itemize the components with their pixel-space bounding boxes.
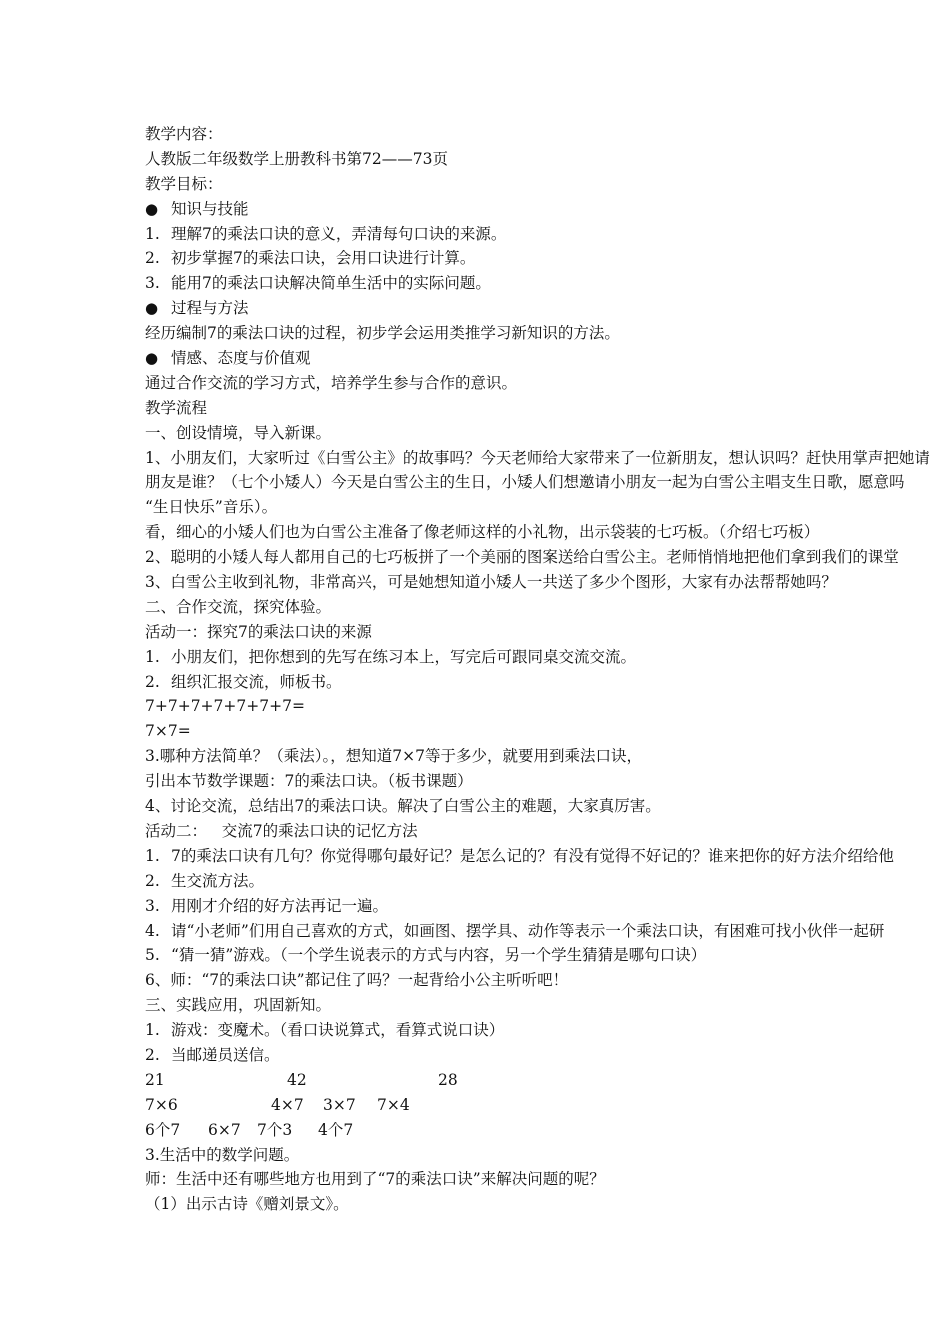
paragraph: 经历编制7的乘法口诀的过程，初步学会运用类推学习新知识的方法。 xyxy=(145,324,620,343)
mail-row-expressions xyxy=(145,1093,950,1118)
mail-row-products xyxy=(145,1068,950,1093)
list-item xyxy=(145,844,950,869)
list-item xyxy=(145,271,950,296)
section-label-content: 教学内容： xyxy=(145,125,223,143)
mail-phrase: 6个7 xyxy=(145,1120,181,1139)
paragraph: （1）出示古诗《赠刘景文》。 xyxy=(145,1195,349,1214)
list-item xyxy=(145,1043,950,1068)
list-number: 5. xyxy=(145,946,160,965)
goal-heading xyxy=(145,346,950,371)
section-heading: 二、合作交流，探究体验。 xyxy=(145,597,332,616)
list-number: 1. xyxy=(145,1021,160,1040)
paragraph: 3、白雪公主收到礼物，非常高兴，可是她想知道小矮人一共送了多少个图形，大家有办法帮帮她吗？ xyxy=(145,573,837,592)
mail-phrase: 6×7 xyxy=(208,1120,241,1139)
activity-heading: 活动一：探究7的乘法口诀的来源 xyxy=(145,622,372,641)
list-text: “猜一猜”游戏。（一个学生说表示的方式与内容，另一个学生猜猜是哪句口诀） xyxy=(171,946,707,965)
paragraph: 6、师：“7的乘法口诀”都记住了吗？一起背给小公主听听吧！ xyxy=(145,971,569,990)
paragraph: 2、聪明的小矮人每人都用自己的七巧板拼了一个美丽的图案送给白雪公主。老师悄悄地把他们拿到我们的课堂 xyxy=(145,548,899,567)
list-text: 初步掌握7的乘法口诀，会用口诀进行计算。 xyxy=(171,249,476,268)
list-text: 用刚才介绍的好方法再记一遍。 xyxy=(171,896,389,915)
mail-product: 28 xyxy=(438,1070,458,1089)
list-item xyxy=(145,869,950,894)
multiplication-expression: 7×7= xyxy=(145,722,191,741)
mail-expression: 7×6 xyxy=(145,1095,178,1114)
list-text: 理解7的乘法口诀的意义，弄清每句口诀的来源。 xyxy=(171,224,507,243)
list-text: 能用7的乘法口诀解决简单生活中的实际问题。 xyxy=(171,274,491,293)
paragraph: 3.哪种方法简单？（乘法）。，想知道7×7等于多少，就要用到乘法口诀， xyxy=(145,747,643,766)
mail-expression: 7×4 xyxy=(377,1095,410,1114)
paragraph: 看，细心的小矮人们也为白雪公主准备了像老师这样的小礼物，出示袋装的七巧板。（介绍七巧板） xyxy=(145,523,820,542)
mail-phrase: 7个3 xyxy=(257,1120,293,1139)
list-text: 7的乘法口诀有几句？你觉得哪句最好记？是怎么记的？有没有觉得不好记的？谁来把你的好方法介绍给他 xyxy=(171,846,894,865)
section-heading: 一、创设情境，导入新课。 xyxy=(145,423,332,442)
paragraph: 师：生活中还有哪些地方也用到了“7的乘法口诀”来解决问题的呢？ xyxy=(145,1170,605,1189)
goal-heading xyxy=(145,296,950,321)
list-item xyxy=(145,1018,950,1043)
list-text: 当邮递员送信。 xyxy=(171,1045,280,1064)
list-number: 1. xyxy=(145,647,160,666)
mail-product: 21 xyxy=(145,1070,165,1089)
list-number: 4. xyxy=(145,921,160,940)
list-number: 2. xyxy=(145,672,160,691)
bullet-icon: ● xyxy=(145,349,159,368)
list-number: 3. xyxy=(145,896,160,915)
bullet-icon: ● xyxy=(145,299,159,318)
paragraph: 引出本节数学课题：7的乘法口诀。（板书课题） xyxy=(145,772,473,791)
goal-heading xyxy=(145,197,950,222)
list-number: 3. xyxy=(145,274,160,293)
paragraph: 通过合作交流的学习方式，培养学生参与合作的意识。 xyxy=(145,373,518,392)
list-item xyxy=(145,246,950,271)
bullet-icon: ● xyxy=(145,199,159,218)
list-number: 2. xyxy=(145,871,160,890)
list-item xyxy=(145,919,950,944)
mail-row-phrases xyxy=(145,1118,950,1143)
goal-heading-text: 过程与方法 xyxy=(171,299,249,318)
mail-product: 42 xyxy=(287,1070,307,1089)
paragraph: 朋友是谁？（七个小矮人）今天是白雪公主的生日，小矮人们想邀请小朋友一起为白雪公主唱支生日歌，愿意吗 xyxy=(145,473,905,492)
list-item xyxy=(145,222,950,247)
list-item xyxy=(145,645,950,670)
list-item xyxy=(145,943,950,968)
list-item xyxy=(145,670,950,695)
list-number: 2. xyxy=(145,1045,160,1064)
list-item xyxy=(145,894,950,919)
list-text: 游戏：变魔术。（看口诀说算式，看算式说口诀） xyxy=(171,1021,505,1040)
paragraph: 3.生活中的数学问题。 xyxy=(145,1145,300,1164)
list-number: 2. xyxy=(145,249,160,268)
paragraph: 1、小朋友们，大家听过《白雪公主》的故事吗？今天老师给大家带来了一位新朋友，想认识吗？赶快用掌声把她请 xyxy=(145,448,930,467)
list-number: 1. xyxy=(145,224,160,243)
goal-heading-text: 知识与技能 xyxy=(171,199,249,218)
list-number: 1. xyxy=(145,846,160,865)
list-text: 小朋友们，把你想到的先写在练习本上，写完后可跟同桌交流交流。 xyxy=(171,647,637,666)
list-text: 组织汇报交流，师板书。 xyxy=(171,672,342,691)
section-label-goals: 教学目标： xyxy=(145,174,223,193)
paragraph: 4、讨论交流，总结出7的乘法口诀。解决了白雪公主的难题，大家真厉害。 xyxy=(145,797,661,816)
section-heading: 三、实践应用，巩固新知。 xyxy=(145,996,332,1015)
goal-heading-text: 情感、态度与价值观 xyxy=(171,349,311,368)
activity-heading: 活动二： 交流7的乘法口诀的记忆方法 xyxy=(145,821,418,840)
textbook-reference: 人教版二年级数学上册教科书第72——73页 xyxy=(145,149,448,168)
mail-expression: 4×7 xyxy=(271,1095,304,1114)
section-label-flow: 教学流程 xyxy=(145,398,208,417)
paragraph: “生日快乐”音乐）。 xyxy=(145,498,278,517)
addition-expression: 7+7+7+7+7+7+7= xyxy=(145,697,305,716)
list-text: 请“小老师”们用自己喜欢的方式，如画图、摆学具、动作等表示一个乘法口诀，有困难可找小伙伴一起研 xyxy=(171,921,885,940)
mail-expression: 3×7 xyxy=(323,1095,356,1114)
list-text: 生交流方法。 xyxy=(171,871,265,890)
mail-phrase: 4个7 xyxy=(318,1120,354,1139)
document-body xyxy=(145,122,950,1217)
